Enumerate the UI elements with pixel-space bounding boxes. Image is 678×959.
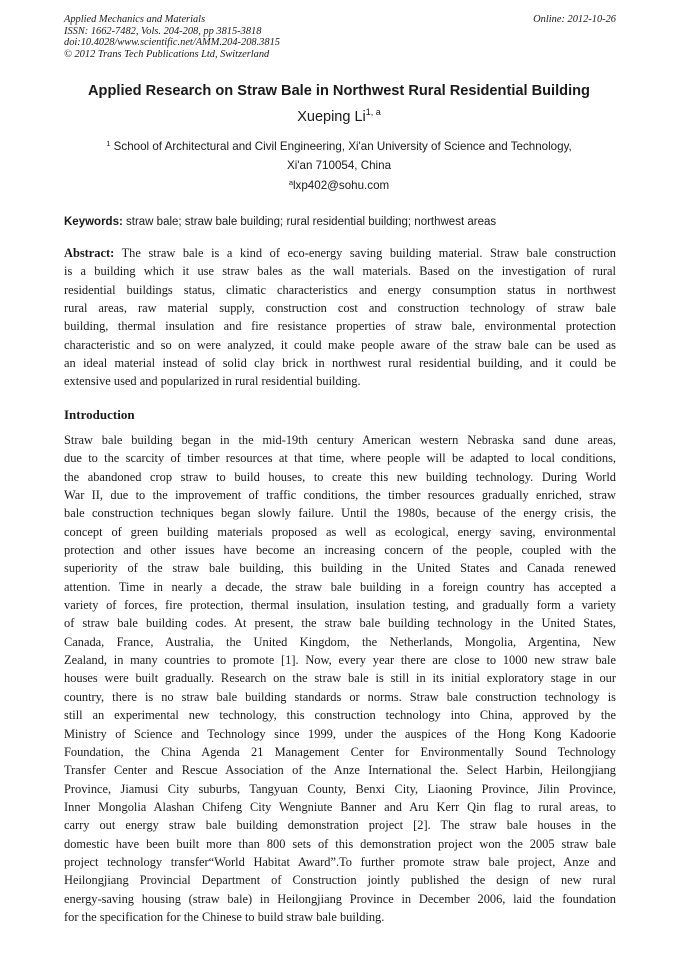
intro-line: domestic have been built more than 800 sets of this demonstration project won the 2005 straw bale [64, 836, 616, 851]
keywords-text: straw bale; straw bale building; rural residential building; northwest areas [126, 216, 497, 228]
abstract-line: characteristic and so on were analyzed, it could make people aware of the straw bale can be used as [64, 337, 616, 352]
intro-line: Heilongjiang Provincial Department of Construction jointly published the design of new rural [64, 873, 616, 888]
journal-copyright: © 2012 Trans Tech Publications Ltd, Switzerland [64, 48, 270, 60]
affiliation-line-1 [0, 137, 678, 156]
affiliation [0, 137, 678, 175]
intro-line: Zealand, in many countries to promote [1]. Now, every year there are close to 1000 new straw bale [64, 653, 616, 668]
intro-line: houses were built gradually. Research on the straw bale is still in its initial exploratory stage in our [64, 671, 616, 686]
journal-doi: doi:10.4028/www.scientific.net/AMM.204-208.3815 [64, 37, 280, 49]
intro-line: still an experimental new technology, this construction technology into China, approved by the [64, 708, 616, 723]
intro-line: carry out energy straw bale building demonstration project [2]. The straw bale houses in the [64, 818, 616, 833]
intro-line: Inner Mongolia Alashan Chifeng City Wengniute Banner and Aru Kerr Qin flag to rural areas, to [64, 799, 616, 814]
intro-line: the abandoned crop straw to build houses, to create this new building technology. During World [64, 469, 616, 484]
email-superscript: a [288, 178, 293, 187]
intro-line: bale construction techniques began slowly failure. Until the 1980s, because of the energy crisis, the [64, 506, 616, 521]
abstract-line: an ideal material instead of solid clay brick in northwest rural residential building, and it could be [64, 356, 616, 371]
intro-line: Ministry of Science and Technology since 1999, under the auspices of the Hong Kong Kadoorie [64, 726, 616, 741]
journal-name: Applied Mechanics and Materials [64, 14, 206, 25]
abstract-line: Abstract: The straw bale is a kind of eco-energy saving building material. Straw bale construction [64, 246, 616, 260]
intro-line: energy-saving housing (straw bale) in Heilongjiang Province in December 2006, laid the foundation [64, 891, 616, 906]
author-superscript: 1, a [365, 107, 381, 117]
intro-line: due to the scarcity of timber resources at that time, where people will be adapted to local conditions, [64, 451, 616, 466]
affiliation-text-1: School of Architectural and Civil Engineering, Xi'an University of Science and Technology, [113, 140, 572, 153]
introduction-body [64, 431, 616, 926]
affiliation-line-2: Xi'an 710054, China [286, 159, 392, 172]
introduction-heading: Introduction [64, 407, 135, 422]
intro-line: superiority of the straw bale building, this building in the United States and Canada renewed [64, 561, 616, 576]
abstract-line: extensive used and popularized in rural residential building. [64, 374, 361, 389]
abstract-line: is a building which it use straw bales as the wall materials. Based on the investigation of rural [64, 264, 616, 279]
author-name: Xueping Li [297, 109, 366, 125]
paper-title: Applied Research on Straw Bale in Northwest Rural Residential Building [88, 83, 590, 99]
journal-header [64, 14, 616, 60]
intro-line: project technology transfer“World Habitat Award”.To further promote straw bale project, Anze and [64, 854, 616, 869]
intro-line: protection and other issues have become an increasing concern of the people, coupled with the [64, 543, 616, 558]
abstract-label: Abstract: [64, 246, 115, 260]
abstract-line: building, thermal insulation and fire resistance properties of straw bale, environmental protection [64, 319, 616, 334]
intro-line: concept of green building materials proposed as well as ecological, energy saving, environmental [64, 524, 616, 539]
keywords-label: Keywords: [64, 216, 123, 228]
intro-line: Straw bale building began in the mid-19th century American western Nebraska sand dune areas, [64, 433, 616, 447]
intro-line: Foundation, the China Agenda 21 Management Center for Environmentally Sound Technology [64, 744, 616, 759]
intro-line: country, there is no straw bale building standards or norms. Straw bale construction technology is [64, 689, 616, 704]
intro-line: Province, Jiamusi City suburbs, Tangyuan County, Benxi City, Liaoning Province, Jilin Province, [64, 781, 616, 796]
author-line [0, 108, 678, 126]
author-email-line [0, 178, 678, 194]
author-email: lxp402@sohu.com [292, 179, 390, 192]
abstract-line: rural areas, raw material supply, construction cost and construction technology of straw bale [64, 301, 616, 316]
intro-line: variety of forces, fire protection, thermal insulation, insulation testing, and gradually form a variety [64, 598, 616, 613]
intro-line: attention. Time in nearly a decade, the straw bale building in a foreign country has accepted a [64, 579, 616, 594]
intro-line: War II, due to the improvement of traffic conditions, the timber resources gradually enriched, straw [64, 488, 616, 503]
journal-issn: ISSN: 1662-7482, Vols. 204-208, pp 3815-3818 [64, 25, 262, 37]
keywords [64, 214, 616, 230]
online-date: Online: 2012-10-26 [533, 14, 616, 25]
intro-line: for the specification for the Chinese to build straw bale building. [64, 909, 385, 924]
abstract [64, 244, 616, 391]
intro-line: Canada, France, Australia, the United Kingdom, the Netherlands, Mongolia, Argentina, New [64, 634, 616, 649]
intro-line: Transfer Center and Rescue Association of the Anze International the. Select Harbin, Heilongjiang [64, 763, 616, 778]
abstract-line: residential buildings status, climatic characteristics and energy consumption status in northwest [64, 282, 616, 297]
intro-line: of straw bale building codes. At present, the straw bale building technology in the United States, [64, 616, 616, 631]
affiliation-superscript: 1 [106, 139, 111, 148]
